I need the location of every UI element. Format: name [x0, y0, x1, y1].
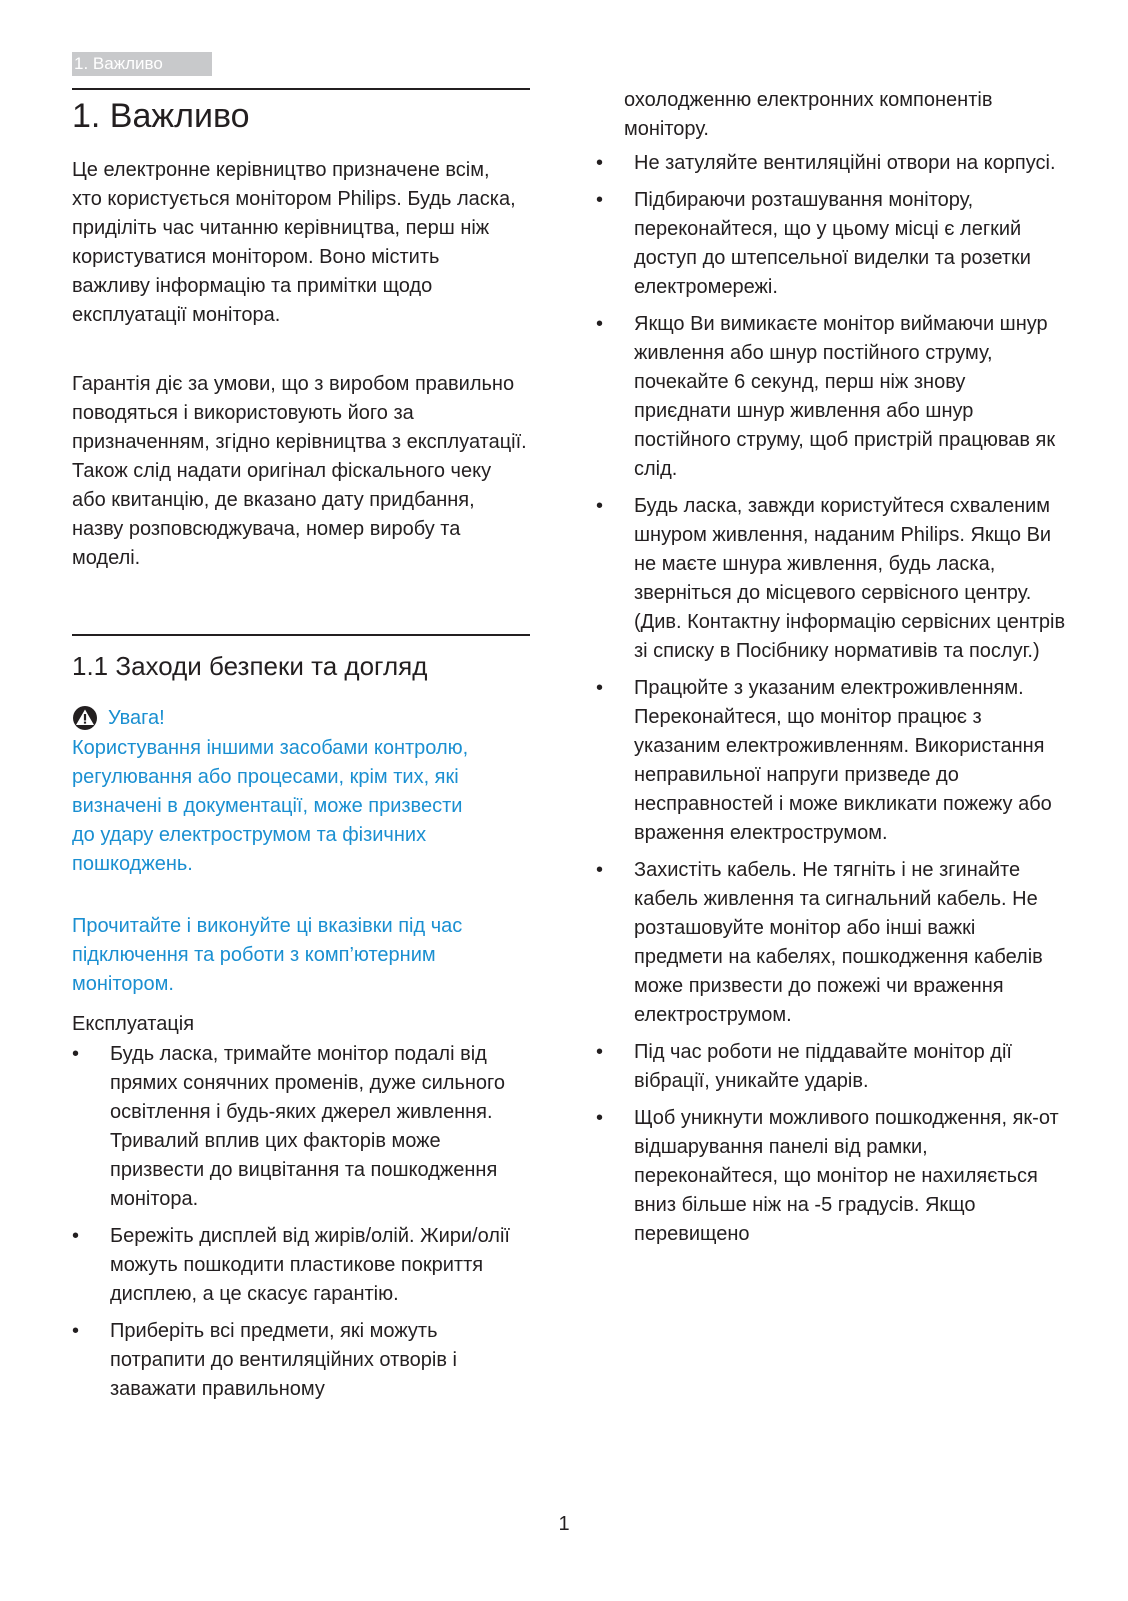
bullet: • [596, 859, 604, 881]
section-title: 1.1 Заходи безпеки та догляд [72, 651, 428, 681]
bullet: • [596, 189, 604, 211]
list-item [72, 1222, 530, 1309]
warning-paragraph-2: Прочитайте і виконуйте ці вказівки під час підключення та роботи з комп’ютерним монітором. [72, 915, 463, 995]
warning-paragraph-1: Користування іншими засобами контролю, регулювання або процесами, крім тих, які визначені в документації, може призвести до удару електрострумом та фізичних пошкоджень. [72, 737, 469, 875]
section-rule [72, 634, 530, 636]
warning-title: Увага! [108, 707, 165, 729]
list-item-text: Приберіть всі предмети, які можуть потрапити до вентиляційних отворів і заважати правильному [110, 1320, 457, 1400]
list-item [596, 856, 1066, 1030]
list-item [596, 492, 1066, 666]
left-bullet-list [72, 1040, 530, 1412]
bullet: • [596, 495, 604, 517]
title-rule [72, 88, 530, 90]
bullet: • [596, 1041, 604, 1063]
bullet: • [596, 152, 604, 174]
list-item-text: Бережіть дисплей від жирів/олій. Жири/олії можуть пошкодити пластикове покриття дисплею, а це скасує гарантію. [110, 1225, 510, 1305]
list-item-text: Не затуляйте вентиляційні отвори на корпусі. [634, 152, 1056, 174]
list-item [596, 1038, 1066, 1096]
continuation-text: охолодженню електронних компонентів монітору. [624, 89, 993, 140]
list-item [596, 310, 1066, 484]
bullet: • [596, 1107, 604, 1129]
page-title: 1. Важливо [72, 97, 250, 135]
list-item-text: Будь ласка, завжди користуйтеся схваленим шнуром живлення, наданим Philips. Якщо Ви не маєте шнура живлення, будь ласка, зверніться до місцевого сервісного центру. (Див. Контактну інформацію сервісних центрів зі списку в Посібнику нормативів та послуг.) [634, 495, 1066, 662]
intro-paragraph: Це електронне керівництво призначене всім, хто користується монітором Philips. Будь ласка, приділіть час читанню керівництва, перш ніж користуватися монітором. Воно містить важливу інформацію та примітки щодо експлуатації монітора. [72, 159, 516, 326]
page-number: 1 [558, 1513, 570, 1535]
bullet: • [72, 1043, 80, 1065]
list-item-text: Будь ласка, тримайте монітор подалі від прямих сонячних променів, дуже сильного освітлення і будь-яких джерел живлення. Тривалий вплив цих факторів може призвести до вицвітання та пошкодження монітора. [110, 1043, 505, 1210]
list-item [596, 149, 1066, 178]
list-item-text: Працюйте з указаним електроживленням. Переконайтеся, що монітор працює з указаним електроживленням. Використання неправильної напруги призведе до несправностей і може викликати пожежу або враження електрострумом. [634, 677, 1052, 844]
list-item [596, 186, 1066, 302]
list-item-text: Захистіть кабель. Не тягніть і не згинайте кабель живлення та сигнальний кабель. Не розташовуйте монітор або інші важкі предмети на кабелях, пошкодження кабелів може призвести до пожежі чи враження електрострумом. [634, 859, 1043, 1026]
right-bullet-list [596, 149, 1066, 1257]
list-item [596, 674, 1066, 848]
bullet: • [596, 677, 604, 699]
list-item [596, 1104, 1066, 1249]
list-item-text: Щоб уникнути можливого пошкодження, як-от відшарування панелі від рамки, переконайтеся, що монітор не нахиляється вниз більше ніж на -5 градусів. Якщо перевищено [634, 1107, 1059, 1245]
subheading-operation: Експлуатація [72, 1013, 195, 1035]
list-item-text: Під час роботи не піддавайте монітор дії вібрації, уникайте ударів. [634, 1041, 1012, 1092]
warning-icon [72, 705, 98, 731]
header-tab: 1. Важливо [72, 52, 212, 76]
bullet: • [596, 313, 604, 335]
warranty-paragraph: Гарантія діє за умови, що з виробом правильно поводяться і використовують його за призначенням, згідно керівництва з експлуатації. Також слід надати оригінал фіскального чеку або квитанцію, де вказано дату придбання, назву розповсюджувача, номер виробу та моделі. [72, 373, 527, 569]
warning-heading [72, 704, 165, 732]
list-item-text: Підбираючи розташування монітору, переконайтеся, що у цьому місці є легкий доступ до штепсельної виделки та розетки електромережі. [634, 189, 1031, 298]
bullet: • [72, 1225, 80, 1247]
list-item [72, 1317, 530, 1404]
list-item-text: Якщо Ви вимикаєте монітор виймаючи шнур живлення або шнур постійного струму, почекайте 6 секунд, перш ніж знову приєднати шнур живлення або шнур постійного струму, щоб пристрій працював як слід. [634, 313, 1056, 480]
list-item [72, 1040, 530, 1214]
bullet: • [72, 1320, 80, 1342]
